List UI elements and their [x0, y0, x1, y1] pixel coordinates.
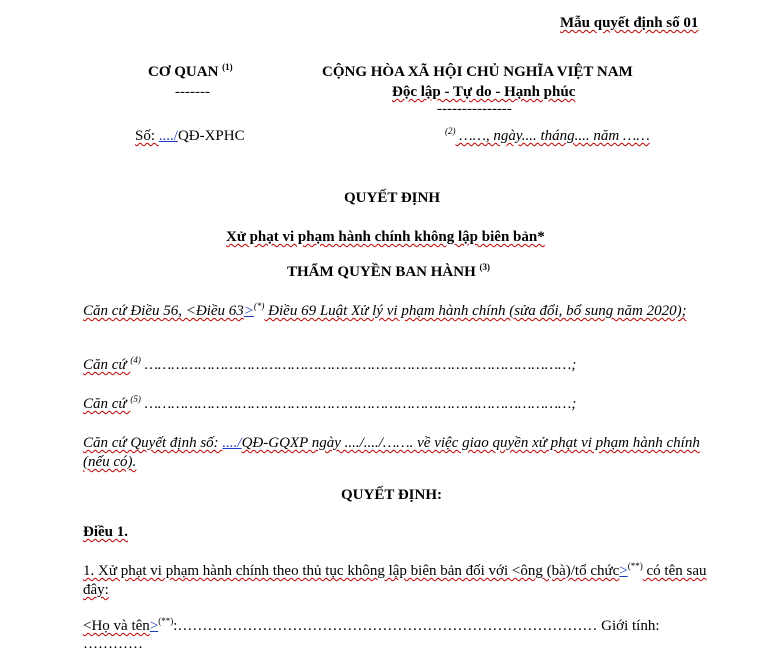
name-line	[83, 618, 660, 635]
decision-heading: QUYẾT ĐỊNH:	[341, 487, 442, 503]
name-end: :………………………………………………………………………… Giới tính:	[173, 618, 660, 634]
clause-1-end: có tên sau đây:	[83, 563, 707, 598]
basis-3-end: ……………………………………………………………………………………;	[140, 396, 577, 412]
number-prefix: Số:	[135, 128, 159, 144]
number-suffix: QĐ-XPHC	[177, 128, 245, 144]
basis-1-end: Điều 69 Luật Xử lý vi phạm hành chính (sửa đổi, bổ sung năm 2020);	[264, 303, 687, 319]
clause-1-footnote: (**)	[627, 561, 643, 571]
date-footnote: (2)	[445, 126, 456, 136]
clause-1-start: 1. Xử phạt vi phạm hành chính theo thủ tục không lập biên bản đối với <ông (bà)/tổ chức	[83, 563, 620, 579]
decision-number	[135, 128, 245, 145]
basis-2-end: ……………………………………………………………………………………;	[140, 357, 577, 373]
basis-1-start: Căn cứ Điều 56, <Điều 63	[83, 303, 244, 319]
issuing-authority	[287, 264, 490, 281]
basis-paragraph-1	[83, 302, 713, 321]
number-blank: ..../	[158, 128, 178, 144]
basis-paragraph-2	[83, 357, 576, 374]
name-footnote: (**)	[158, 616, 174, 626]
basis-3-start: Căn cứ	[83, 396, 131, 412]
article-1-text: Điều 1.	[83, 524, 128, 540]
form-number	[560, 15, 698, 32]
authority-footnote: (3)	[479, 262, 491, 272]
date-text: ……, ngày.... tháng.... năm ……	[455, 128, 650, 144]
subtitle-text: Xử phạt vi phạm hành chính không lập biên bản*	[226, 229, 545, 245]
basis-4-start: Căn cứ Quyết định số:	[83, 435, 223, 451]
national-motto-text: Độc lập - Tự do - Hạnh phúc	[392, 84, 576, 100]
agency-footnote: (1)	[222, 62, 233, 72]
clause-1-link: >	[619, 563, 628, 579]
motto-separator: ---------------	[437, 101, 512, 117]
clause-1	[83, 562, 713, 600]
date-line	[445, 128, 650, 145]
agency-label: CƠ QUAN	[148, 64, 219, 80]
basis-1-link: >	[243, 303, 254, 319]
basis-2-footnote: (4)	[130, 355, 141, 365]
agency-name	[148, 64, 233, 81]
basis-paragraph-4	[83, 434, 713, 472]
name-start: <Họ và tên	[83, 618, 150, 634]
article-1-heading	[83, 524, 128, 541]
basis-2-start: Căn cứ	[83, 357, 131, 373]
basis-paragraph-3	[83, 396, 576, 413]
basis-3-footnote: (5)	[130, 394, 141, 404]
basis-4-link: ..../	[222, 435, 242, 451]
name-link: >	[149, 618, 159, 634]
document-title: QUYẾT ĐỊNH	[344, 190, 440, 206]
basis-4-end: QĐ-GQXP ngày ..../..../……. về việc giao quyền xử phạt vi phạm hành chính (nếu có).	[83, 435, 700, 470]
republic-name: CỘNG HÒA XÃ HỘI CHỦ NGHĨA VIỆT NAM	[322, 64, 633, 80]
document-subtitle	[226, 229, 545, 246]
national-motto	[392, 84, 575, 101]
basis-1-footnote: (*)	[253, 301, 265, 311]
name-line-continued: …………	[83, 636, 143, 652]
form-number-text: Mẫu quyết định số 01	[560, 15, 699, 31]
agency-separator: -------	[175, 84, 210, 100]
authority-text: THẨM QUYỀN BAN HÀNH	[287, 264, 476, 280]
